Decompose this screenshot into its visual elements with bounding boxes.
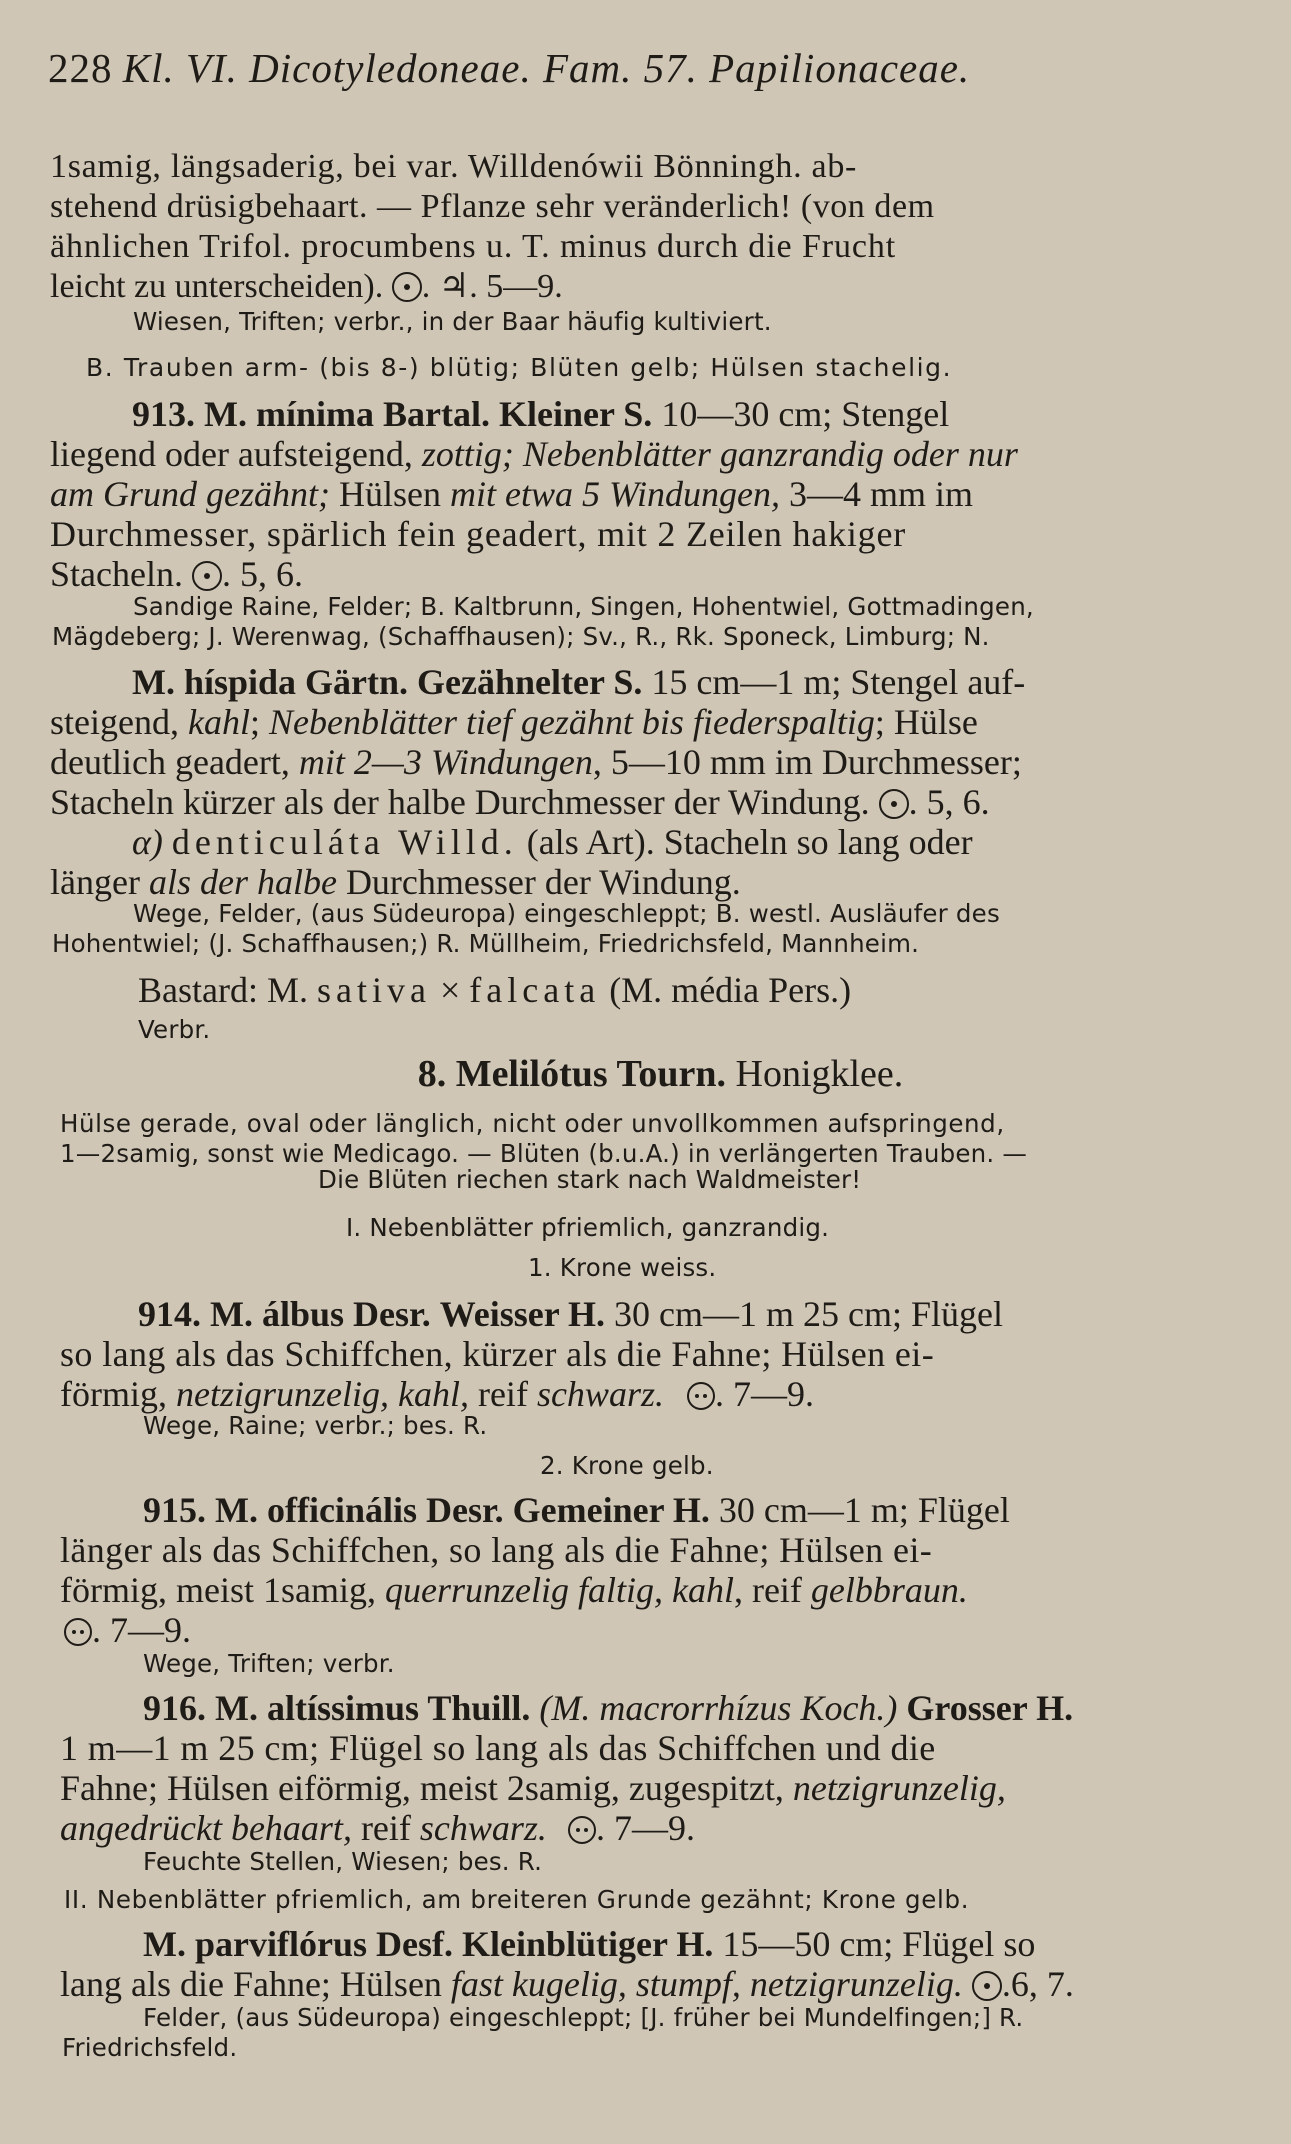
text-span: . 5, 6. xyxy=(221,554,303,594)
text-span: 30 cm—1 m 25 cm; Flügel xyxy=(614,1294,1003,1334)
italic-span: mit 2—3 Windungen xyxy=(298,742,593,782)
biennial-symbol-icon xyxy=(972,1971,1002,2001)
species-name: M. mínima Bartal. xyxy=(204,394,490,434)
subsection-heading: 2. Krone gelb. xyxy=(540,1451,714,1480)
hybrid-line xyxy=(138,972,851,1008)
text-line xyxy=(60,1770,1006,1806)
text-span: ; xyxy=(249,702,260,742)
text-span: , 5—10 mm im Durchmesser; xyxy=(592,742,1022,782)
species-number: 913. xyxy=(132,394,195,434)
text-span: . 7—9. xyxy=(714,1374,814,1414)
biennial-dots-symbol-icon xyxy=(568,1816,596,1844)
genus-common-name: Honigklee. xyxy=(735,1053,904,1095)
text-line xyxy=(50,704,978,740)
italic-span: kahl xyxy=(187,702,250,742)
text-line xyxy=(50,784,990,820)
italic-span: gelbbraun. xyxy=(810,1570,968,1610)
synonym: (M. macrorrhízus Koch.) xyxy=(539,1688,898,1728)
species-entry-914 xyxy=(138,1296,1003,1332)
running-header xyxy=(48,45,971,91)
genus-description-line: 1—2samig, sonst wie Medicago. — Blüten (b.u.A.) in verlängerten Trauben. — xyxy=(60,1139,1028,1168)
page-number: 228 xyxy=(48,45,113,91)
text-span: Bastard: M. xyxy=(138,970,308,1010)
species-common-name: Grosser H. xyxy=(906,1688,1074,1728)
text-span: Fahne; Hülsen eiförmig, meist 2samig, zugespitzt, xyxy=(60,1768,784,1808)
habitat-line: Hohentwiel; (J. Schaffhausen;) R. Müllheim, Friedrichsfeld, Mannheim. xyxy=(52,929,920,958)
biennial-dots-symbol-icon xyxy=(64,1618,92,1646)
species-entry-parviflorus xyxy=(143,1926,1035,1962)
text-span: (als Art). Stacheln so lang oder xyxy=(526,822,973,862)
text-span: (M. média Pers.) xyxy=(609,970,852,1010)
italic-span: Nebenblätter tief gezähnt bis fiederspaltig xyxy=(268,702,875,742)
text-span: ; Hülse xyxy=(874,702,978,742)
text-line xyxy=(60,1572,968,1608)
italic-span: schwarz. xyxy=(536,1374,664,1414)
section-heading: II. Nebenblätter pfriemlich, am breiteren Grunde gezähnt; Krone gelb. xyxy=(64,1885,970,1914)
text-span: lang als die Fahne; Hülsen xyxy=(60,1964,442,2004)
text-span: liegend oder aufsteigend, xyxy=(50,434,413,474)
species-entry-913 xyxy=(132,396,949,432)
text-span: 15—50 cm; Flügel so xyxy=(722,1924,1036,1964)
text-line xyxy=(50,476,973,512)
text-span: . 5, 6. xyxy=(908,782,990,822)
text-line xyxy=(50,436,1018,472)
text-span: leicht zu unterscheiden). xyxy=(50,268,384,305)
text-span: förmig, meist 1samig, xyxy=(60,1570,376,1610)
text-span: Stacheln. xyxy=(50,554,183,594)
text-span: . 7—9. xyxy=(595,1808,695,1848)
species-name: M. álbus Desr. xyxy=(210,1294,431,1334)
italic-span: zottig; Nebenblätter ganzrandig oder nur xyxy=(421,434,1018,474)
species-common-name: Gezähnelter S. xyxy=(417,662,643,702)
text-span: steigend, xyxy=(50,702,179,742)
habitat-line: Wege, Triften; verbr. xyxy=(143,1649,395,1678)
text-span: förmig, xyxy=(60,1374,167,1414)
species-number: 915. xyxy=(143,1490,206,1530)
text-span: deutlich geadert, xyxy=(50,742,290,782)
text-line xyxy=(60,1376,814,1412)
species-common-name: Weisser H. xyxy=(439,1294,606,1334)
species-common-name: Gemeiner H. xyxy=(512,1490,710,1530)
text-line xyxy=(50,864,741,900)
section-heading: I. Nebenblätter pfriemlich, ganzrandig. xyxy=(346,1213,830,1242)
genus-description-line: Die Blüten riechen stark nach Waldmeister! xyxy=(318,1165,862,1194)
text-span: Stacheln kürzer als der halbe Durchmesser der Windung. xyxy=(50,782,870,822)
text-line: 1 m—1 m 25 cm; Flügel so lang als das Schiffchen und die xyxy=(60,1728,936,1768)
running-title: Kl. VI. Dicotyledoneae. Fam. 57. Papilionaceae. xyxy=(122,45,971,91)
text-line xyxy=(50,270,563,304)
spaced-span: sativa xyxy=(316,970,431,1010)
italic-span: netzigrunzelig, kahl, xyxy=(175,1374,469,1414)
habitat-line: Wiesen, Triften; verbr., in der Baar häufig kultiviert. xyxy=(133,307,772,336)
italic-span: als der halbe xyxy=(148,862,337,902)
species-entry-916 xyxy=(143,1690,1073,1726)
biennial-symbol-icon xyxy=(392,272,422,302)
habitat-line: Friedrichsfeld. xyxy=(62,2033,238,2062)
species-name: M. híspida Gärtn. xyxy=(132,662,409,702)
species-entry-hispida xyxy=(132,664,1025,700)
hybrid-cross-icon: × xyxy=(439,970,461,1010)
italic-span: querrunzelig faltig, kahl xyxy=(384,1570,734,1610)
italic-span: netzigrunzelig, xyxy=(792,1768,1006,1808)
habitat-line: Wege, Felder, (aus Südeuropa) eingeschleppt; B. westl. Ausläufer des xyxy=(133,899,1000,928)
genus-name: 8. Melilótus Tourn. xyxy=(417,1053,726,1095)
habitat-line: Felder, (aus Südeuropa) eingeschleppt; [J. früher bei Mundelfingen;] R. xyxy=(143,2003,1024,2032)
text-span: reif xyxy=(477,1374,528,1414)
habitat-line: Verbr. xyxy=(138,1015,211,1044)
section-heading: B. Trauben arm- (bis 8-) blütig; Blüten gelb; Hülsen stachelig. xyxy=(86,353,953,382)
text-line: Durchmesser, spärlich fein geadert, mit 2 Zeilen hakiger xyxy=(50,514,907,554)
text-span: länger xyxy=(50,862,140,902)
italic-span: α) xyxy=(132,822,163,862)
variety-name: denticuláta Willd. xyxy=(171,822,518,862)
species-entry-915 xyxy=(143,1492,1010,1528)
text-line xyxy=(60,1810,695,1846)
italic-span: angedrückt behaart, xyxy=(60,1808,352,1848)
text-line xyxy=(60,1966,1074,2002)
genus-description-line: Hülse gerade, oval oder länglich, nicht oder unvollkommen aufspringend, xyxy=(60,1109,1005,1138)
italic-span: fast kugelig, stumpf, netzigrunzelig. xyxy=(450,1964,963,2004)
species-common-name: Kleinblütiger H. xyxy=(461,1924,714,1964)
text-line: so lang als das Schiffchen, kürzer als die Fahne; Hülsen ei- xyxy=(60,1334,935,1374)
italic-span: am Grund gezähnt; xyxy=(50,474,330,514)
italic-span: schwarz. xyxy=(419,1808,547,1848)
text-span: 3—4 mm im xyxy=(788,474,973,514)
habitat-line: Sandige Raine, Felder; B. Kaltbrunn, Singen, Hohentwiel, Gottmadingen, xyxy=(133,592,1034,621)
species-number: 914. xyxy=(138,1294,201,1334)
species-name: M. officinális Desr. xyxy=(215,1490,504,1530)
text-span: , reif xyxy=(733,1570,802,1610)
text-span: 15 cm—1 m; Stengel auf- xyxy=(651,662,1026,702)
species-name: M. parviflórus Desf. xyxy=(143,1924,453,1964)
text-span: . ♃. 5—9. xyxy=(421,268,563,305)
spaced-span: falcata xyxy=(469,970,601,1010)
text-span: 10—30 cm; Stengel xyxy=(661,394,950,434)
text-span: Durchmesser der Windung. xyxy=(345,862,741,902)
biennial-symbol-icon xyxy=(192,561,222,591)
habitat-line: Mägdeberg; J. Werenwag, (Schaffhausen); Sv., R., Rk. Sponeck, Limburg; N. xyxy=(52,622,990,651)
italic-span: mit etwa 5 Windungen, xyxy=(449,474,780,514)
habitat-line: Feuchte Stellen, Wiesen; bes. R. xyxy=(143,1847,543,1876)
species-common-name: Kleiner S. xyxy=(498,394,653,434)
subsection-heading: 1. Krone weiss. xyxy=(528,1253,717,1282)
text-span: reif xyxy=(360,1808,411,1848)
text-line xyxy=(50,556,303,592)
genus-heading xyxy=(0,1055,1291,1093)
text-span: . 7—9. xyxy=(92,1610,191,1650)
biennial-dots-symbol-icon xyxy=(687,1382,715,1410)
habitat-line: Wege, Raine; verbr.; bes. R. xyxy=(143,1411,488,1440)
text-line: stehend drüsigbehaart. — Pflanze sehr veränderlich! (von dem xyxy=(50,188,935,225)
species-name: M. altíssimus Thuill. xyxy=(215,1688,531,1728)
species-number: 916. xyxy=(143,1688,206,1728)
text-line: ähnlichen Trifol. procumbens u. T. minus durch die Frucht xyxy=(50,228,897,265)
text-line: länger als das Schiffchen, so lang als die Fahne; Hülsen ei- xyxy=(60,1530,933,1570)
text-line xyxy=(50,744,1022,780)
text-line: 1samig, längsaderig, bei var. Willdenówii Bönningh. ab- xyxy=(50,148,858,185)
text-span: Hülsen xyxy=(338,474,441,514)
text-span: 30 cm—1 m; Flügel xyxy=(718,1490,1010,1530)
text-span: .6, 7. xyxy=(1001,1964,1074,2004)
biennial-symbol-icon xyxy=(879,789,909,819)
text-line xyxy=(64,1612,191,1648)
variety-line xyxy=(132,824,973,860)
